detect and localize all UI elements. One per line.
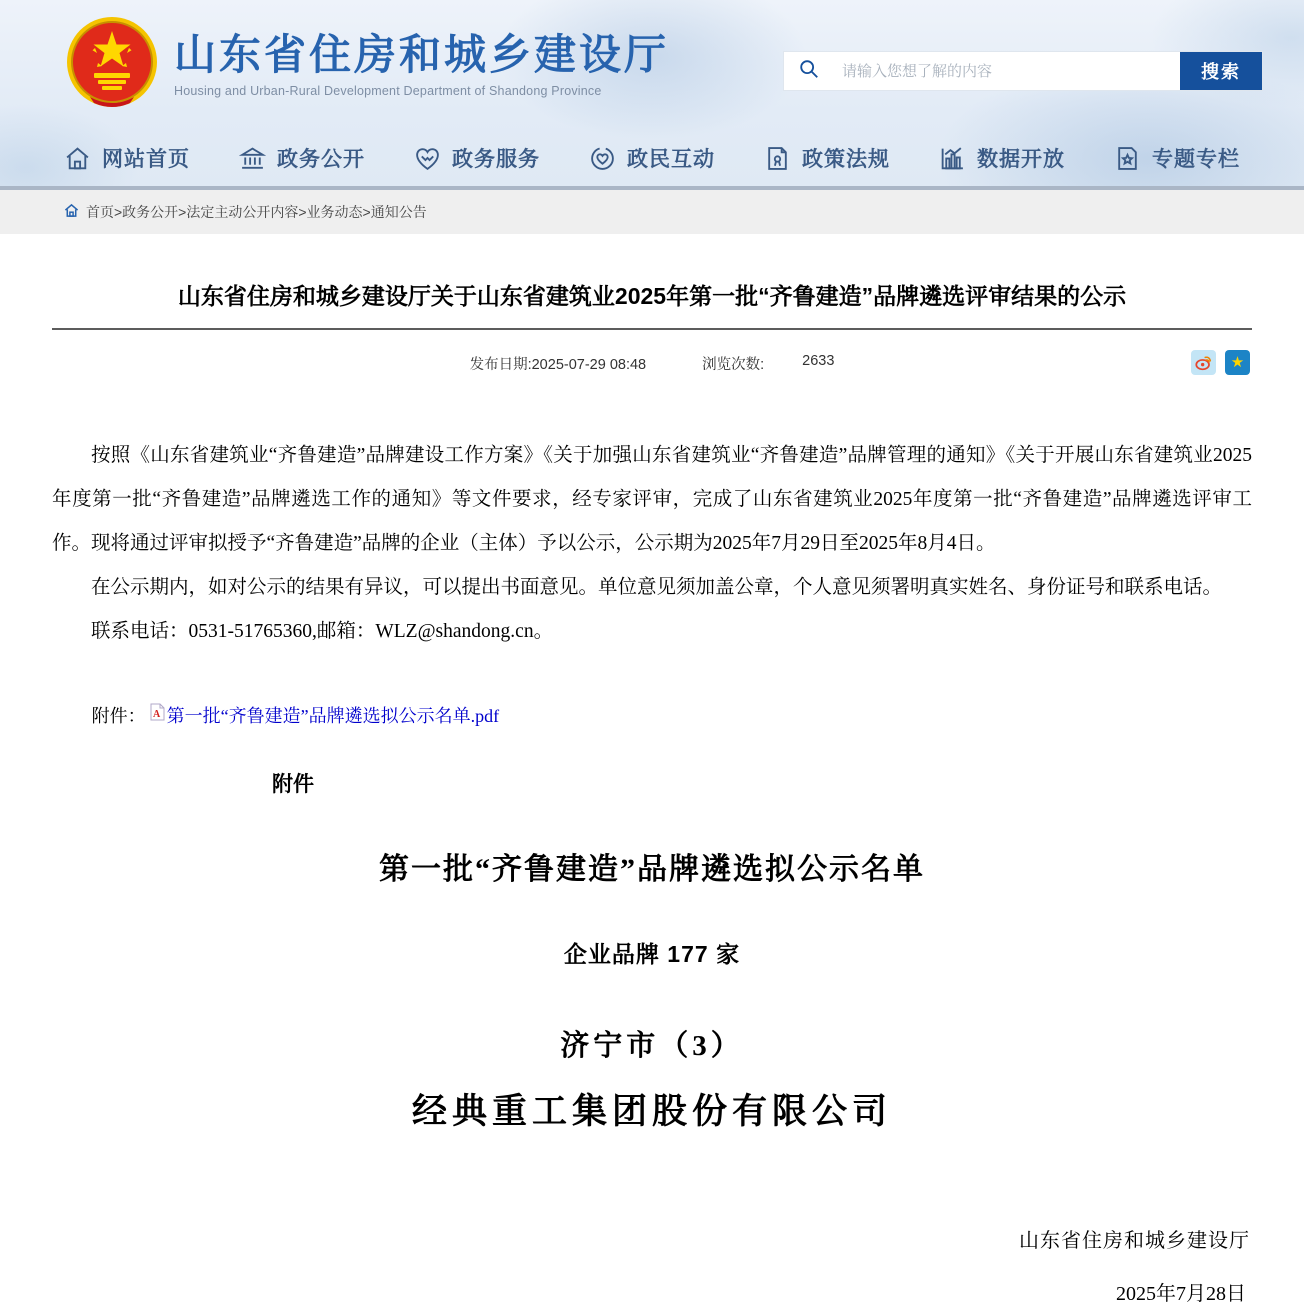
search-button[interactable]: 搜索: [1180, 52, 1262, 90]
nav-label: 政务服务: [452, 148, 540, 171]
paragraph-2: 在公示期内，如对公示的结果有异议，可以提出书面意见。单位意见须加盖公章，个人意见须署明真实姓名、身份证号和联系电话。: [91, 576, 1223, 598]
nav-label: 政民互动: [627, 148, 715, 171]
heart-circle-icon: [589, 145, 616, 172]
nav-item-open-data[interactable]: [939, 143, 1065, 173]
publish-date: 发布日期:2025-07-29 08:48: [469, 356, 647, 373]
site-title-block: [174, 32, 669, 98]
share-icons: [1191, 350, 1250, 375]
paragraph-3: 联系电话：0531-51765360,邮箱：WLZ@shandong.cn。: [91, 620, 554, 642]
attachment-row: [52, 702, 1252, 728]
search-icon: [798, 58, 820, 85]
article-meta-row: [52, 346, 1252, 380]
national-emblem-logo: [62, 15, 162, 115]
site-header: [0, 0, 1304, 130]
site-subtitle: Housing and Urban-Rural Development Department of Shandong Province: [174, 84, 602, 99]
signature-date: 2025年7月28日: [1116, 1282, 1246, 1305]
document-title: 第一批“齐鲁建造”品牌遴选拟公示名单: [379, 852, 925, 886]
document-company-line: 经典重工集团股份有限公司: [411, 1091, 892, 1131]
handshake-icon: [414, 145, 441, 172]
attachment-label: 附件：: [91, 705, 146, 726]
breadcrumb-home-icon: [64, 203, 79, 221]
article-title: 山东省住房和城乡建设厅关于山东省建筑业2025年第一批“齐鲁建造”品牌遴选评审结果的公示: [177, 283, 1127, 309]
main-navigation: [0, 130, 1304, 186]
nav-label: 政务公开: [277, 148, 365, 171]
nav-item-gov-services[interactable]: [414, 143, 540, 173]
title-divider: [52, 328, 1252, 330]
nav-label: 专题专栏: [1152, 148, 1240, 171]
search-field-wrap: [784, 52, 1180, 90]
bank-icon: [239, 145, 266, 172]
document-preview: [272, 768, 1032, 1134]
signature: 山东省住房和城乡建设厅: [1019, 1229, 1250, 1252]
nav-item-gov-info[interactable]: [239, 143, 365, 173]
annex-label: 附件: [272, 772, 314, 796]
attachment-link[interactable]: 第一批“齐鲁建造”品牌遴选拟公示名单.pdf: [166, 705, 500, 726]
nav-item-home[interactable]: [64, 143, 190, 173]
article-body: [52, 434, 1252, 653]
qzone-share-icon[interactable]: ★: [1225, 350, 1250, 375]
document-footer: [52, 1224, 1252, 1306]
document-city-line: 济宁市（3）: [560, 1029, 744, 1062]
views-label: 浏览次数:: [702, 356, 765, 373]
breadcrumb-bar: [0, 190, 1304, 234]
weibo-share-icon[interactable]: [1191, 350, 1216, 375]
nav-label: 政策法规: [802, 148, 890, 171]
document-subtitle: 企业品牌 177 家: [563, 940, 741, 967]
svg-text:A: A: [152, 709, 160, 721]
nav-item-interaction[interactable]: [589, 143, 715, 173]
policy-doc-icon: [764, 145, 791, 172]
nav-item-special-topics[interactable]: [1114, 143, 1240, 173]
article-content: [52, 280, 1252, 1306]
bar-chart-icon: [939, 145, 966, 172]
pdf-file-icon: [150, 703, 165, 726]
site-header-area: [0, 0, 1304, 190]
nav-item-policies[interactable]: [764, 143, 890, 173]
home-icon: [64, 145, 91, 172]
nav-label: 网站首页: [102, 148, 190, 171]
search-input[interactable]: [820, 52, 1180, 90]
breadcrumb[interactable]: 首页>政务公开>法定主动公开内容>业务动态>通知公告: [86, 204, 427, 220]
views-count: 2633: [802, 352, 835, 369]
star-doc-icon: [1114, 145, 1141, 172]
paragraph-1: 按照《山东省建筑业“齐鲁建造”品牌建设工作方案》《关于加强山东省建筑业“齐鲁建造”品牌管理的通知》《关于开展山东省建筑业2025年度第一批“齐鲁建造”品牌遴选工作的通知》等文件要求，经专家评审，完成了山东省建筑业2025年度第一批“齐鲁建造”品牌遴选评审工作。现将通过评审拟授予“齐鲁建造”品牌的企业（主体）予以公示，公示期为2025年7月29日至2025年8月4日。: [52, 445, 1252, 554]
search-bar: [784, 52, 1262, 90]
site-title: 山东省住房和城乡建设厅: [174, 30, 670, 78]
nav-label: 数据开放: [977, 148, 1065, 171]
